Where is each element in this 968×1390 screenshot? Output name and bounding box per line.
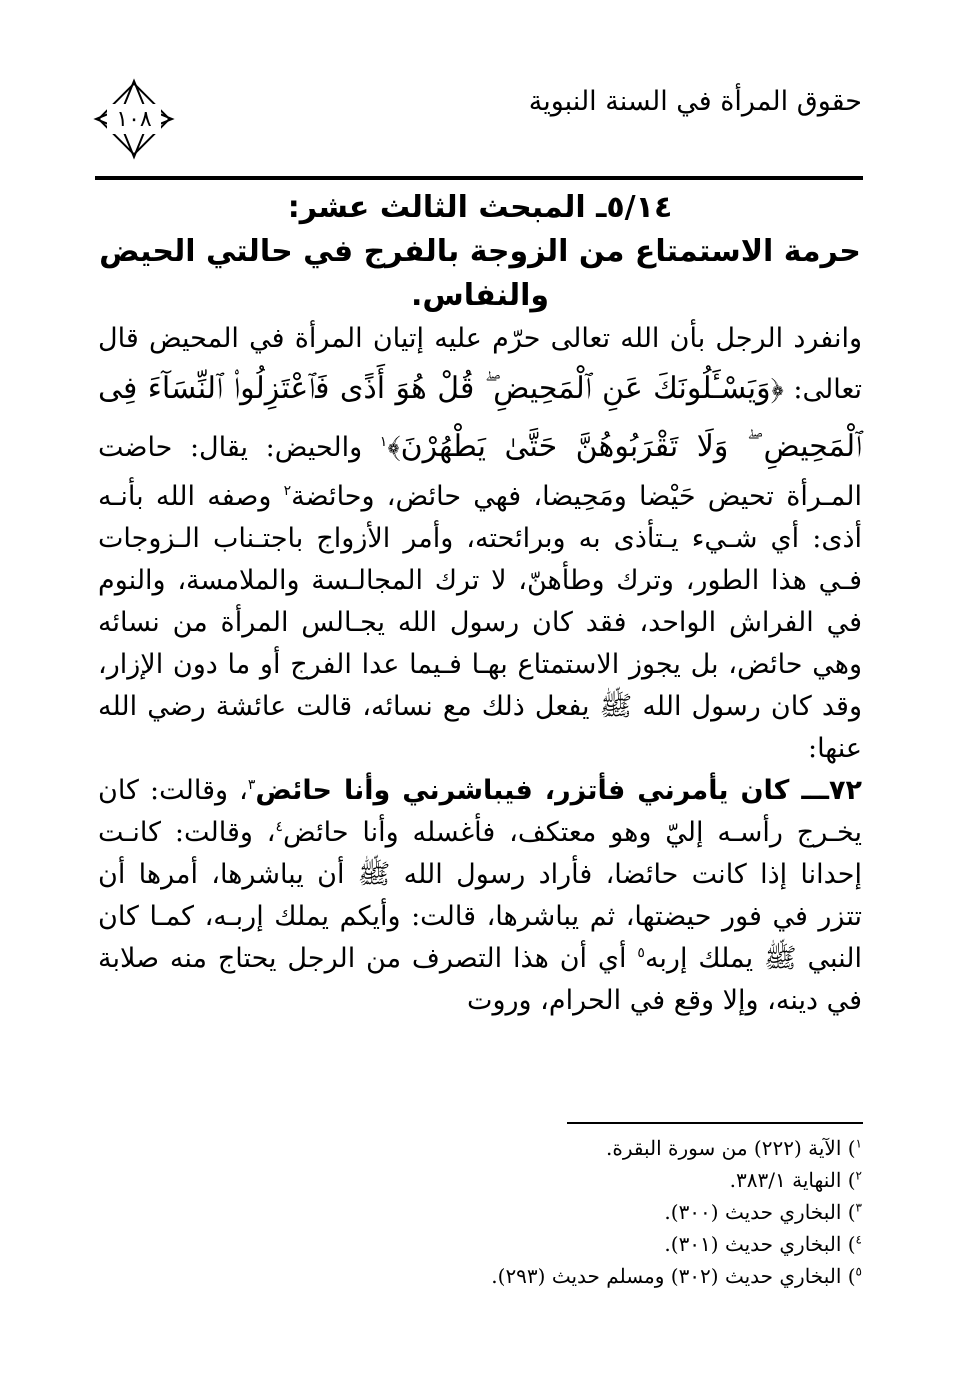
footnote-ref-4: ٤	[275, 819, 283, 835]
footnote-item: $^١$) الآية (٢٢٢) من سورة البقرة.	[606, 1136, 862, 1160]
footnotes	[342, 1132, 862, 1292]
footnote-item: $^٣$) البخاري حديث (٣٠٠).	[664, 1200, 862, 1224]
section-heading-title: حرمة الاستمتاع من الزوجة بالفرج في حالتي الحيض والنفاس.	[99, 234, 861, 313]
paragraph-explanation: وصفه الله بأنـه أذى: أي شـيء يـتأذى به وبرائحته، وأمر الأزواج باجتـناب الـزوجات فـي هذا الطور، وترك وطأهنّ، لا ترك المجالـسة والملامسة، والنوم في الفراش الواحد، فقد كان رسول الله يجـالس المرأة من نسائه وهي حائض، بل يجوز الاستمتاع بهـا فـيما عدا الفرج أو ما دون الإزار، وقد كان رسول الله ﷺ يفعل ذلك مع نسائه، قالت عائشة رضي الله عنها:	[98, 481, 862, 764]
running-header-title: حقوق المرأة في السنة النبوية	[528, 86, 862, 117]
paragraph-hadith-72	[98, 770, 862, 1022]
footnote-item: $^٤$) البخاري حديث (٣٠١).	[664, 1232, 862, 1256]
footnote-item: $^٥$) البخاري حديث (٣٠٢) ومسلم حديث (٢٩٣).	[491, 1264, 862, 1288]
footnote-item: $^٢$) النهاية ٣٨٣/١.	[729, 1168, 862, 1192]
footnote-ref-2: ٢	[283, 483, 292, 499]
hadith-number: ٧٢ـــ	[789, 775, 862, 806]
paragraph-menstruation	[98, 318, 862, 770]
hadith-continuation-a: ، وقالت: كان يخـرج رأسـه إليّ وهو معتكف، فأغسله وأنا حائض	[98, 775, 862, 848]
paragraph-intro: وانفرد الرجل بأن الله تعالى حرّم عليه إتيان المرأة في المحيض قال تعالى:	[98, 323, 862, 405]
footnote-ref-3: ٣	[247, 777, 256, 793]
footnote-ref-5: ٥	[637, 945, 645, 961]
hadith-continuation-b: ، وقالت: كانـت إحدانا إذا كانت حائضا، فأراد رسول الله ﷺ أن يباشرها، أمرها أن تتزر في فور حيضتها، ثم يباشرها، قالت: وأيكم يملك إربـه، كمـا كان النبي ﷺ يملك إربه	[98, 817, 862, 974]
header-divider	[95, 176, 863, 180]
hadith-continuation-c: أي أن هذا التصرف من الرجل يحتاج منه صلابة في دينه، وإلا وقع في الحرام، وروت	[98, 943, 862, 1016]
main-text	[98, 186, 862, 1022]
page-number: ١٠٨	[116, 106, 152, 132]
quran-verse: ﴿وَيَسْـَٔلُونَكَ عَنِ ٱلْمَحِيضِ ۖ قُلْ هُوَ أَذًى فَٱعْتَزِلُوا۟ ٱلنِّسَآءَ فِى ٱلْمَحِيضِ ۖ وَلَا تَقْرَبُوهُنَّ حَتَّىٰ يَطْهُرْنَ﴾	[98, 371, 862, 464]
hadith-text: كان يأمرني فأتزر، فيباشرني وأنا حائض	[255, 775, 790, 806]
section-heading-number: ٥/١٤ـ المبحث الثالث عشر:	[287, 190, 673, 225]
paragraph-definition: والحيض: يقال: حاضت المـرأة تحيض حَيْضا ومَحِيضا، فهي حائض، وحائضة	[98, 432, 862, 512]
footnote-divider	[567, 1122, 863, 1124]
footnote-ref-1: ١	[379, 434, 388, 450]
